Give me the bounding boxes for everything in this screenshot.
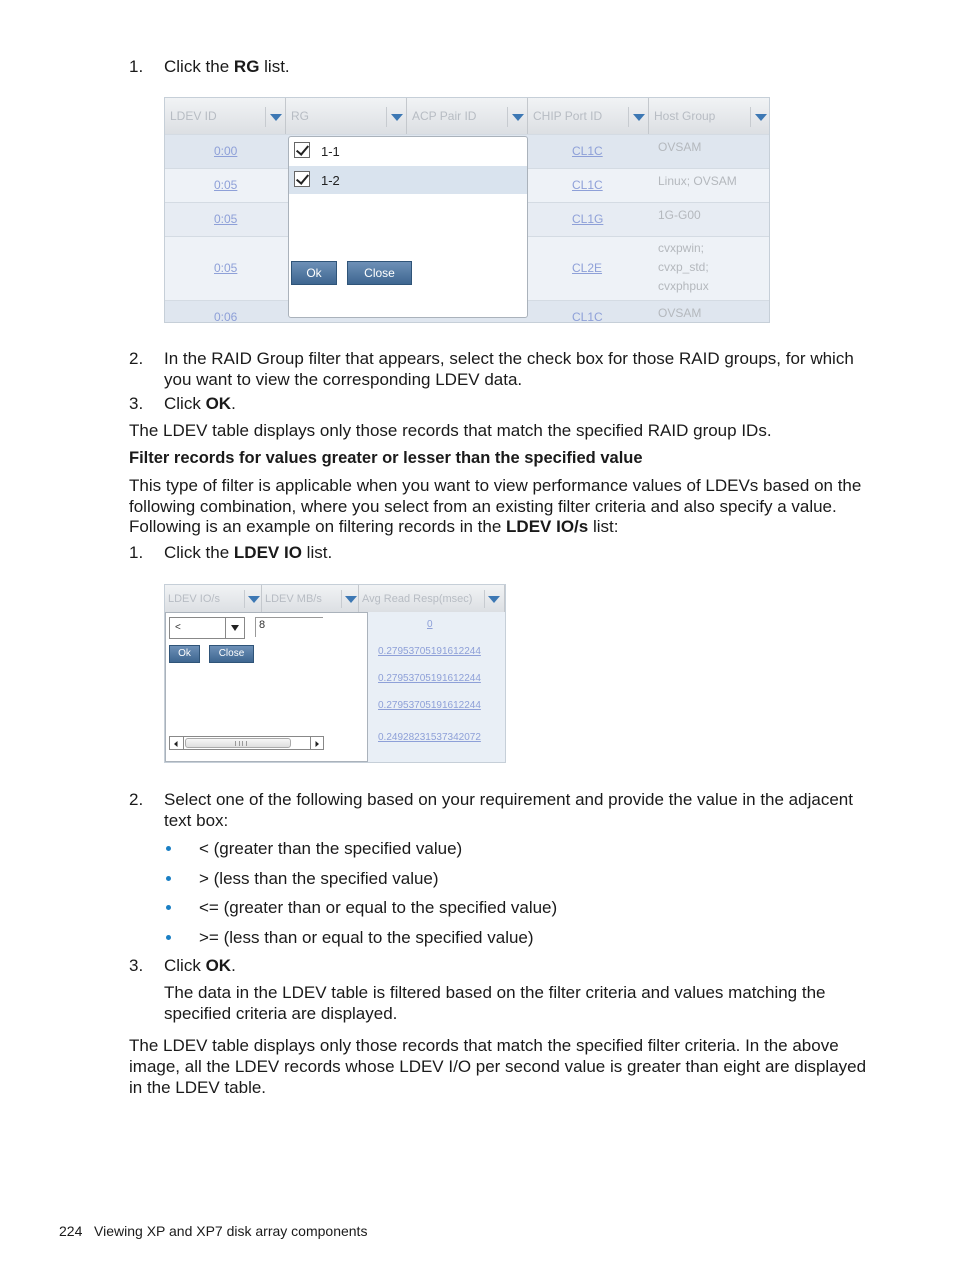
chip-port-link[interactable]: CL1C <box>572 178 603 192</box>
io-filter-popup <box>165 612 368 762</box>
step-text: Click the LDEV IO list. <box>164 543 333 562</box>
ldev-id-link[interactable]: 0:05 <box>214 261 238 275</box>
column-dropdown-icon[interactable] <box>265 107 284 127</box>
step-text: Click OK. <box>164 394 236 413</box>
list-item: >= (less than or equal to the specified value) <box>199 928 534 947</box>
chip-port-link[interactable]: CL1C <box>572 310 603 323</box>
resp-value-link[interactable]: 0.27953705191612244 <box>378 700 481 711</box>
bullet-icon <box>166 935 171 940</box>
step-description: specified criteria are displayed. <box>164 1004 398 1023</box>
ldev-id-link[interactable]: 0:05 <box>214 212 238 226</box>
paragraph: image, all the LDEV records whose LDEV I/O per second value is greater than eight are displayed <box>129 1057 867 1076</box>
step-number: 2. <box>129 349 144 368</box>
value-input[interactable]: 8 <box>255 617 323 637</box>
resp-value-link[interactable]: 0 <box>427 619 433 630</box>
close-button[interactable]: Close <box>347 261 412 285</box>
close-button[interactable]: Close <box>209 645 254 663</box>
paragraph: Following is an example on filtering records in the LDEV IO/s list: <box>129 517 619 536</box>
chip-port-link[interactable]: CL1C <box>572 144 603 158</box>
step-number: 3. <box>129 394 144 413</box>
bullet-icon <box>166 876 171 881</box>
column-dropdown-icon[interactable] <box>244 590 261 608</box>
checkbox-checked-icon[interactable] <box>294 171 310 187</box>
ok-button[interactable]: Ok <box>291 261 337 285</box>
host-group-cell: Linux; OVSAM <box>658 174 737 188</box>
step-text: Click OK. <box>164 956 236 975</box>
column-header-ldev-mb[interactable]: LDEV MB/s <box>262 585 359 612</box>
checkbox-checked-icon[interactable] <box>294 142 310 158</box>
resp-value-link[interactable]: 0.24928231537342072 <box>378 732 481 743</box>
ldev-io-filter-screenshot <box>164 584 506 763</box>
list-item: < (greater than the specified value) <box>199 839 463 858</box>
scroll-left-icon[interactable] <box>170 737 184 749</box>
host-group-cell: cvxpwin; <box>658 241 705 255</box>
bullet-icon <box>166 846 171 851</box>
list-item: > (less than the specified value) <box>199 869 439 888</box>
paragraph: The LDEV table displays only those records that match the specified RAID group IDs. <box>129 421 772 440</box>
column-header-avg-read-resp[interactable]: Avg Read Resp(msec) <box>359 585 505 612</box>
operator-select[interactable]: < <box>169 617 245 639</box>
host-group-cell: 1G-G00 <box>658 208 701 222</box>
column-header-chip-port-id[interactable]: CHIP Port ID <box>528 98 649 134</box>
paragraph: This type of filter is applicable when you want to view performance values of LDEVs based on the <box>129 476 862 495</box>
bullet-icon <box>166 905 171 910</box>
step-text: Select one of the following based on your requirement and provide the value in the adjacent <box>164 790 853 809</box>
ok-button[interactable]: Ok <box>169 645 200 663</box>
step-text: Click the RG list. <box>164 57 290 76</box>
section-heading: Filter records for values greater or lesser than the specified value <box>129 449 643 467</box>
host-group-cell: OVSAM <box>658 306 702 320</box>
ldev-id-link[interactable]: 0:06 <box>214 310 238 323</box>
ldev-id-link[interactable]: 0:05 <box>214 178 238 192</box>
step-number: 1. <box>129 543 144 562</box>
column-header-ldev-id[interactable]: LDEV ID <box>165 98 286 134</box>
host-group-cell: OVSAM <box>658 140 702 154</box>
resp-value-link[interactable]: 0.27953705191612244 <box>378 646 481 657</box>
column-dropdown-icon[interactable] <box>507 107 526 127</box>
chevron-down-icon[interactable] <box>225 618 244 638</box>
column-header-rg[interactable]: RG <box>286 98 407 134</box>
column-dropdown-icon[interactable] <box>341 590 358 608</box>
rg-filter-screenshot <box>164 97 770 323</box>
paragraph: following combination, where you select from an existing filter criteria and also specify a value. <box>129 497 837 516</box>
chip-port-link[interactable]: CL2E <box>572 261 603 275</box>
filter-option-1-2[interactable]: 1-2 <box>289 166 527 194</box>
column-dropdown-icon[interactable] <box>484 590 501 608</box>
chip-port-link[interactable]: CL1G <box>572 212 604 226</box>
rg-filter-popup <box>288 136 528 318</box>
scroll-right-icon[interactable] <box>310 737 324 749</box>
column-dropdown-icon[interactable] <box>750 107 769 127</box>
column-header-ldev-io[interactable]: LDEV IO/s <box>165 585 262 612</box>
step-number: 1. <box>129 57 144 76</box>
step-description: The data in the LDEV table is filtered based on the filter criteria and values matching the <box>164 983 826 1002</box>
filter-option-1-1[interactable]: 1-1 <box>289 137 527 165</box>
resp-value-link[interactable]: 0.27953705191612244 <box>378 673 481 684</box>
step-number: 3. <box>129 956 144 975</box>
list-item: <= (greater than or equal to the specified value) <box>199 898 558 917</box>
scroll-thumb[interactable] <box>185 738 291 748</box>
step-text: In the RAID Group filter that appears, select the check box for those RAID groups, for which <box>164 349 854 368</box>
step-number: 2. <box>129 790 144 809</box>
paragraph: in the LDEV table. <box>129 1078 267 1097</box>
column-header-acp-pair-id[interactable]: ACP Pair ID <box>407 98 528 134</box>
horizontal-scrollbar[interactable] <box>169 736 324 750</box>
page-footer: 224 Viewing XP and XP7 disk array components <box>59 1223 368 1239</box>
step-text: text box: <box>164 811 229 830</box>
host-group-cell: cvxphpux <box>658 279 709 293</box>
column-dropdown-icon[interactable] <box>386 107 405 127</box>
step-text: you want to view the corresponding LDEV data. <box>164 370 523 389</box>
host-group-cell: cvxp_std; <box>658 260 709 274</box>
paragraph: The LDEV table displays only those records that match the specified filter criteria. In the above <box>129 1036 839 1055</box>
column-dropdown-icon[interactable] <box>628 107 647 127</box>
column-header-host-group[interactable]: Host Group <box>649 98 770 134</box>
ldev-id-link[interactable]: 0:00 <box>214 144 238 158</box>
